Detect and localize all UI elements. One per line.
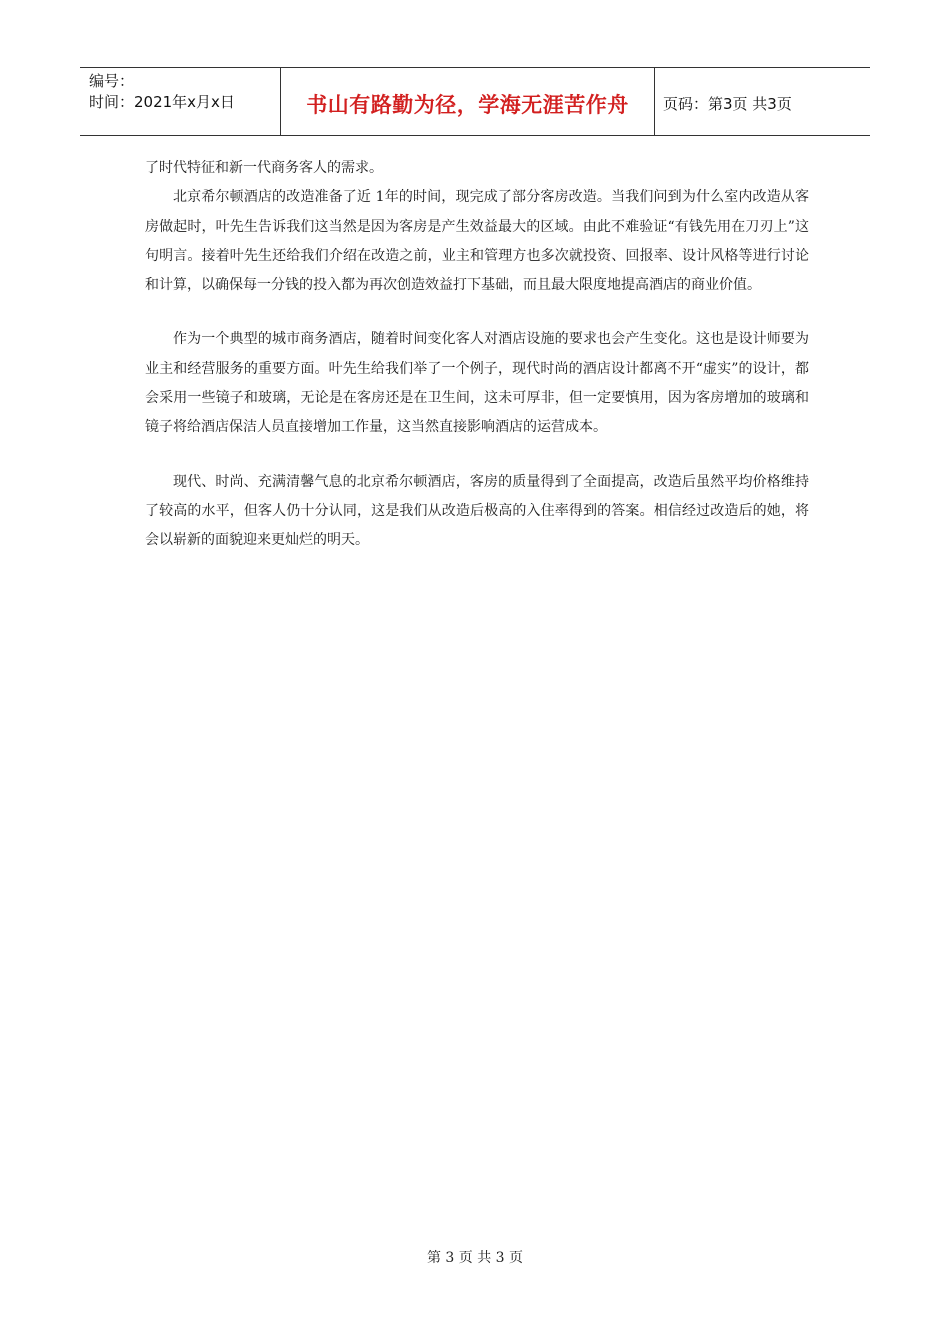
page-info: 页码：第3页 共3页 (663, 95, 792, 113)
page-footer (0, 1247, 950, 1267)
paragraph-renovation: 北京希尔顿酒店的改造准备了近 1年的时间，现完成了部分客房改造。当我们问到为什么室内改造从客房做起时，叶先生告诉我们这当然是因为客房是产生效益最大的区域。由此不难验证“有钱先用在刀刃上”这句明言。接着叶先生还给我们介绍在改造之前，业主和管理方也多次就投资、回报率、设计风格等进行讨论和计算，以确保每一分钱的投入都为再次创造效益打下基础，而且最大限度地提高酒店的商业价值。 (145, 189, 809, 294)
paragraph-design: 作为一个典型的城市商务酒店，随着时间变化客人对酒店设施的要求也会产生变化。这也是设计师要为业主和经营服务的重要方面。叶先生给我们举了一个例子，现代时尚的酒店设计都离不开“虚实”的设计，都会采用一些镜子和玻璃，无论是在客房还是在卫生间，这未可厚非，但一定要慎用，因为客房增加的玻璃和镜子将给酒店保洁人员直接增加工作量，这当然直接影响酒店的运营成本。 (145, 331, 809, 436)
footer-page-number: 第 3 页 共 3 页 (426, 1250, 524, 1266)
serial-number-label: 编号： (89, 72, 135, 90)
paragraph-gap (145, 300, 809, 325)
date-line: 时间：2021年x月x日 (89, 93, 235, 111)
motto-text: 书山有路勤为径，学海无涯苦作舟 (306, 92, 629, 117)
document-header (80, 67, 870, 136)
paragraph-gap (145, 443, 809, 468)
paragraph-conclusion: 现代、时尚、充满清馨气息的北京希尔顿酒店，客房的质量得到了全面提高，改造后虽然平均价格维持了较高的水平，但客人仍十分认同，这是我们从改造后极高的入住率得到的答案。相信经过改造后的她，将会以崭新的面貌迎来更灿烂的明天。 (145, 473, 809, 549)
header-motto-cell (281, 68, 655, 135)
paragraph-continuation: 了时代特征和新一代商务客人的需求。 (145, 160, 383, 176)
article-body (145, 154, 809, 556)
header-meta-cell (80, 68, 281, 135)
header-page-cell (655, 68, 870, 135)
